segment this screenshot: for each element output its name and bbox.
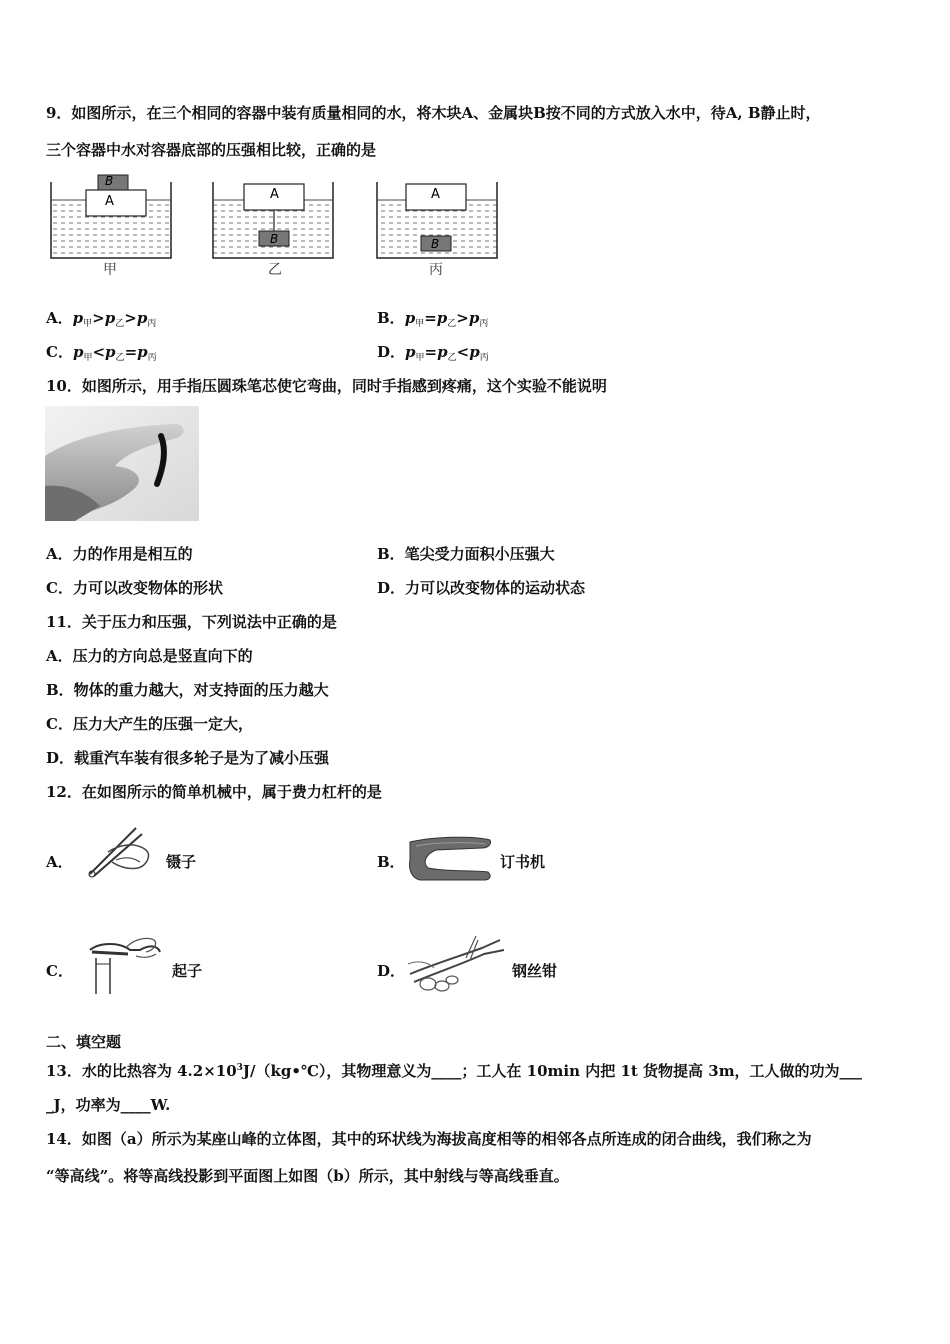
q11-option-a[interactable]: A．压力的方向总是竖直向下的 — [46, 647, 253, 665]
q10-finger-pen-photo — [45, 406, 199, 521]
q11-option-b[interactable]: B．物体的重力越大，对支持面的压力越大 — [46, 681, 329, 699]
q12-option-d-label[interactable]: D． — [377, 962, 406, 980]
q10-stem: 10．如图所示，用手指压圆珠笔芯使它弯曲，同时手指感到疼痛，这个实验不能说明 — [46, 377, 607, 395]
q9-option-d[interactable]: D．$p_甲=p_乙<p_丙$ — [377, 343, 489, 363]
tweezers-icon — [86, 822, 156, 882]
block-a-label: A — [105, 194, 114, 209]
q12-option-c-label[interactable]: C． — [46, 962, 73, 980]
q13-line2: _J，功率为____W. — [46, 1096, 171, 1114]
q12-option-d-text: 钢丝钳 — [512, 962, 558, 980]
q11-stem: 11．关于压力和压强，下列说法中正确的是 — [46, 613, 337, 631]
caption-yi: 乙 — [268, 262, 282, 278]
wire-pliers-icon — [404, 934, 508, 998]
q9-stem-line1: 9．如图所示，在三个相同的容器中装有质量相同的水，将木块A、金属块B按不同的方式放入水中，待A, B静止时， — [46, 104, 821, 122]
q9-option-b[interactable]: B．$p_甲=p_乙>p_丙$ — [377, 309, 489, 329]
q10-option-c[interactable]: C．力可以改变物体的形状 — [46, 579, 223, 597]
q10-option-b[interactable]: B．笔尖受力面积小压强大 — [377, 545, 555, 563]
q12-option-b-label[interactable]: B． — [377, 853, 405, 871]
block-b-label: B — [105, 174, 114, 188]
q14-line1: 14．如图（a）所示为某座山峰的立体图，其中的环状线为海拔高度相等的相邻各点所连成的闭合曲线，我们称之为 — [46, 1130, 812, 1148]
block-a-label: A — [270, 187, 279, 202]
section-title-fill-blank: 二、填空题 — [46, 1033, 122, 1051]
block-b-label: B — [431, 237, 440, 251]
block-b-label: B — [270, 232, 279, 246]
q13-line1: 13．水的比热容为 $4.2\times 10^3J/(kg•℃)$，其物理意义为____；工人在 10min 内把 1t 货物提高 3m，工人做的功为___ — [46, 1062, 863, 1080]
q14-line2: “等高线”。将等高线投影到平面图上如图（b）所示，其中射线与等高线垂直。 — [46, 1167, 569, 1185]
stapler-icon — [406, 834, 494, 884]
q12-option-a-label[interactable]: A． — [46, 853, 73, 871]
q11-option-d[interactable]: D．载重汽车装有很多轮子是为了减小压强 — [46, 749, 330, 767]
bottle-opener-icon — [80, 930, 164, 996]
q12-option-b-text: 订书机 — [500, 853, 546, 871]
block-a — [86, 190, 146, 216]
caption-bing: 丙 — [429, 262, 443, 278]
q12-option-a-text: 镊子 — [166, 853, 197, 871]
block-a-label: A — [431, 187, 440, 202]
q9-option-a[interactable]: A．$p_甲>p_乙>p_丙$ — [46, 309, 157, 329]
q11-option-c[interactable]: C．压力大产生的压强一定大， — [46, 715, 253, 733]
q12-stem: 12．在如图所示的简单机械中，属于费力杠杆的是 — [46, 783, 382, 801]
caption-jia: 甲 — [103, 262, 117, 278]
q10-option-d[interactable]: D．力可以改变物体的运动状态 — [377, 579, 586, 597]
q9-stem-line2: 三个容器中水对容器底部的压强相比较，正确的是 — [46, 141, 377, 159]
q9-option-c[interactable]: C．$p_甲<p_乙=p_丙$ — [46, 343, 157, 363]
q12-option-c-text: 起子 — [172, 962, 203, 980]
q10-option-a[interactable]: A．力的作用是相互的 — [46, 545, 193, 563]
